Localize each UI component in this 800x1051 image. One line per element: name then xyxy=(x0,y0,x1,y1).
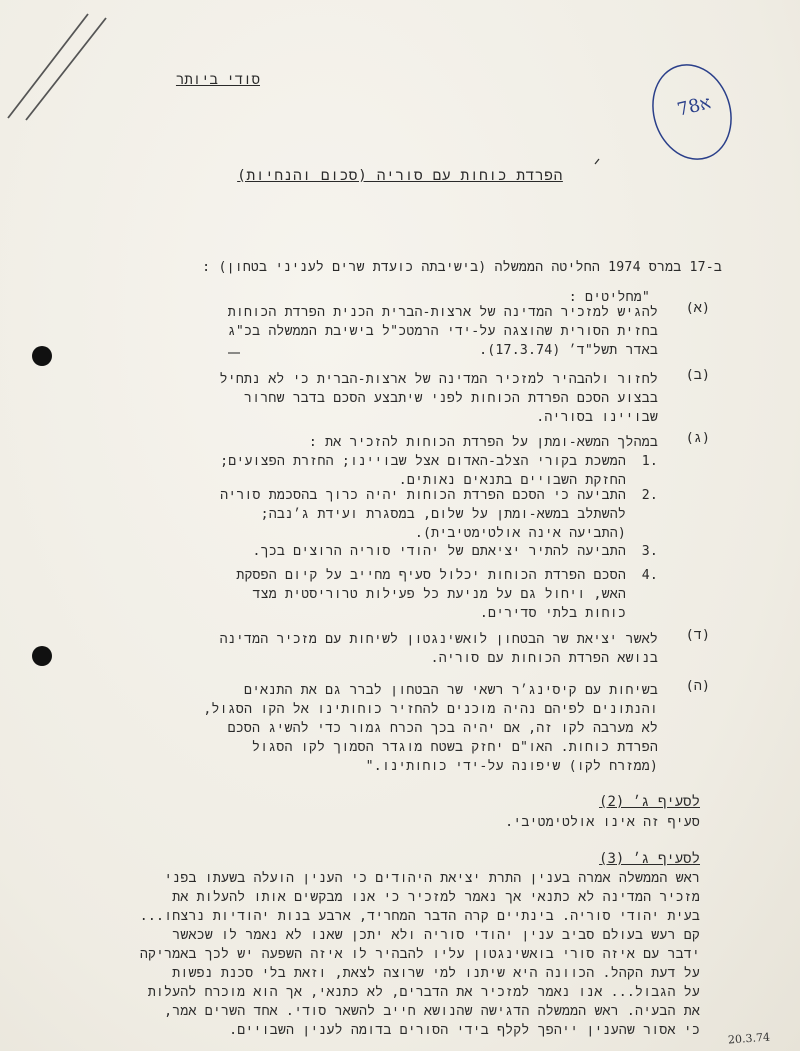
clause-e-line-3: לא מערבה לקו זה, אם יהיה בכך הכרח גמור כדי להשיג הסכם xyxy=(227,721,658,736)
clause-c-item-1-line-1: המשכת בקורי הצלב-האדום אצל שבויינו; החזרת הפצועים; xyxy=(220,454,626,469)
document-title: הפרדת כוחות עם סוריה (סכום והנחיות) xyxy=(237,168,563,184)
clause-c-label: (ג) xyxy=(685,430,710,446)
title-tick xyxy=(595,159,599,164)
clause-e-line-4: הפרדת כוחות. האו"ם יחזק בשטח מוגדר הסמוך לקו הסגול xyxy=(252,740,658,755)
clause-c-item-3-num: 3. xyxy=(641,544,658,559)
clause-c-item-2-line-1: התביעה כי הסכם הפרדת הכוחות יהיה כרוך בהסכמת סוריה xyxy=(220,488,626,503)
clause-a-label: (א) xyxy=(685,300,710,316)
clause-c-item-2-line-3: (התביעה אינה אולטימטיבית). xyxy=(414,526,626,541)
clause-b-line-1: לחזור ולהבהיר למזכיר המדינה של ארצות-הברית כי לא נתחיל xyxy=(219,372,658,387)
clause-d-line-1: לאשר יציאת שר הבטחון לואשינגטון לשיחות עם מזכיר המדינה xyxy=(219,632,658,647)
section-3-line-5: ידבר עם איזה סורי בואשינגטון עליו להבהיר לו איזה השפעה יש לכך באמריקה xyxy=(139,947,700,962)
clause-c-item-4-num: 4. xyxy=(641,568,658,583)
corner-date-note: 20.3.74 xyxy=(727,1030,771,1047)
binder-hole-bottom xyxy=(32,646,52,666)
clause-c-item-4-line-3: כוחות בלתי סדירים. xyxy=(479,606,626,621)
section-3-line-1: ראש הממשלה אמרה בענין התרת יציאת היהודים כי הענין הועלה בשעתו בפני xyxy=(164,871,700,886)
clause-c-lead: במהלך המשא-ומתן על הפרדת הכוחות להזכיר את : xyxy=(308,435,658,450)
section-2-line-1: סעיף זה אינו אולטימטיבי. xyxy=(505,815,700,830)
clause-c-item-2-line-2: להשתלב במשא-ומתן על שלום, במסגרת ועידת ג׳נבה; xyxy=(260,507,626,522)
clause-c-item-2-num: 2. xyxy=(641,488,658,503)
clause-a-line-2: בחזית הסורית שהוצגה על-ידי הרמטכ"ל בישיבת הממשלה בכ"ג xyxy=(227,324,658,339)
clause-a-line-3: באדר תשל"ד׳ (17.3.74). xyxy=(479,343,658,358)
section-3-line-9: כי אסור שהענין ייהפך לקלף בידי הסורים בדומה לענין השבויים. xyxy=(229,1023,700,1038)
clause-c-item-4-line-1: הסכם הפרדת הכוחות יכלול סעיף מחייב על קיום הפסקת xyxy=(236,568,626,583)
clause-e-line-5: (ממזרח לקו) שיפונה על-ידי כוחותינו." xyxy=(365,759,658,774)
section-3-line-7: על הגבול... אנו נאמר למזכיר את הדברים, לא כתנאי, אך הוא מוכרח להעלות xyxy=(147,985,700,1000)
section-3-line-3: בעית יהודי סוריה. בינתיים קרה הדבר המחריד, ארבע בנות יהודיות נרצחו... xyxy=(139,909,700,924)
section-3-heading: לסעיף ג׳ (3) xyxy=(599,851,700,867)
clause-e-line-1: בשיחות עם קיסינג׳ר רשאי שר הבטחון לברר גם את התנאים xyxy=(243,683,658,698)
clause-e-line-2: והנתונים לפיהם נהיה מוכנים להחזיר כוחותינו אל הקו הסגול, xyxy=(203,702,658,717)
classification-label: סודי ביותר xyxy=(175,72,260,88)
clause-b-label: (ב) xyxy=(685,367,710,383)
clause-c-item-1-line-2: החזקת השבויים בתנאים נאותים. xyxy=(398,473,626,488)
handwritten-code: א78 xyxy=(675,92,713,121)
section-3-line-6: על דעת הקהל. הכוונה היא שיתנו למי שרוצה לצאת, וזאת בלי סכנת נפשות xyxy=(172,966,700,981)
clause-a-line-1: להגיש למזכיר המדינה של ארצות-הברית הכנית הפרדת הכוחות xyxy=(227,305,658,320)
binder-hole-top xyxy=(32,346,52,366)
section-2-heading: לסעיף ג׳ (2) xyxy=(599,794,700,810)
section-3-line-4: קם רעש בעולם סביב ענין יהודי סוריה ולא יתכן שאנו לא נאמר לו שכאשר xyxy=(172,928,700,943)
clause-d-line-2: בנושא הפרדת הכוחות עם סוריה. xyxy=(430,651,658,666)
clause-b-line-3: שבויינו בסוריה. xyxy=(536,410,658,425)
section-3-line-2: מזכיר המדינה לא כתנאי אך נאמר למזכיר כי אנו מבקשים אותו להעלות את xyxy=(172,890,700,905)
corner-slash-2 xyxy=(26,18,106,120)
clause-b-line-2: בבצוע הסכם הפרדת הכוחות לפני שיתבצע הסכם בדבר שחרור xyxy=(243,391,658,406)
clause-e-label: (ה) xyxy=(685,678,710,694)
clause-c-item-4-line-2: האש, ויחול גם על מניעת כל פעילות טרוריסטית מצד xyxy=(252,587,626,602)
corner-slash-1 xyxy=(8,14,88,118)
intro-line: ב-17 במרס 1974 החליטה הממשלה (בישיבתה כועדת שרים לעניני בטחון) : xyxy=(202,260,722,275)
section-3-line-8: את הבעיה. ראש הממשלה הדגישה שהנושא חייב להשאר סודי. אחד השרים אמר, xyxy=(164,1004,700,1019)
clause-c-item-3-line-1: התביעה להתיר יציאתם של יהודי סוריה הרוצים בכך. xyxy=(252,544,626,559)
decides-line: "מחליטים : xyxy=(568,290,650,305)
clause-d-label: (ד) xyxy=(685,627,710,643)
clause-c-item-1-num: 1. xyxy=(641,454,658,469)
